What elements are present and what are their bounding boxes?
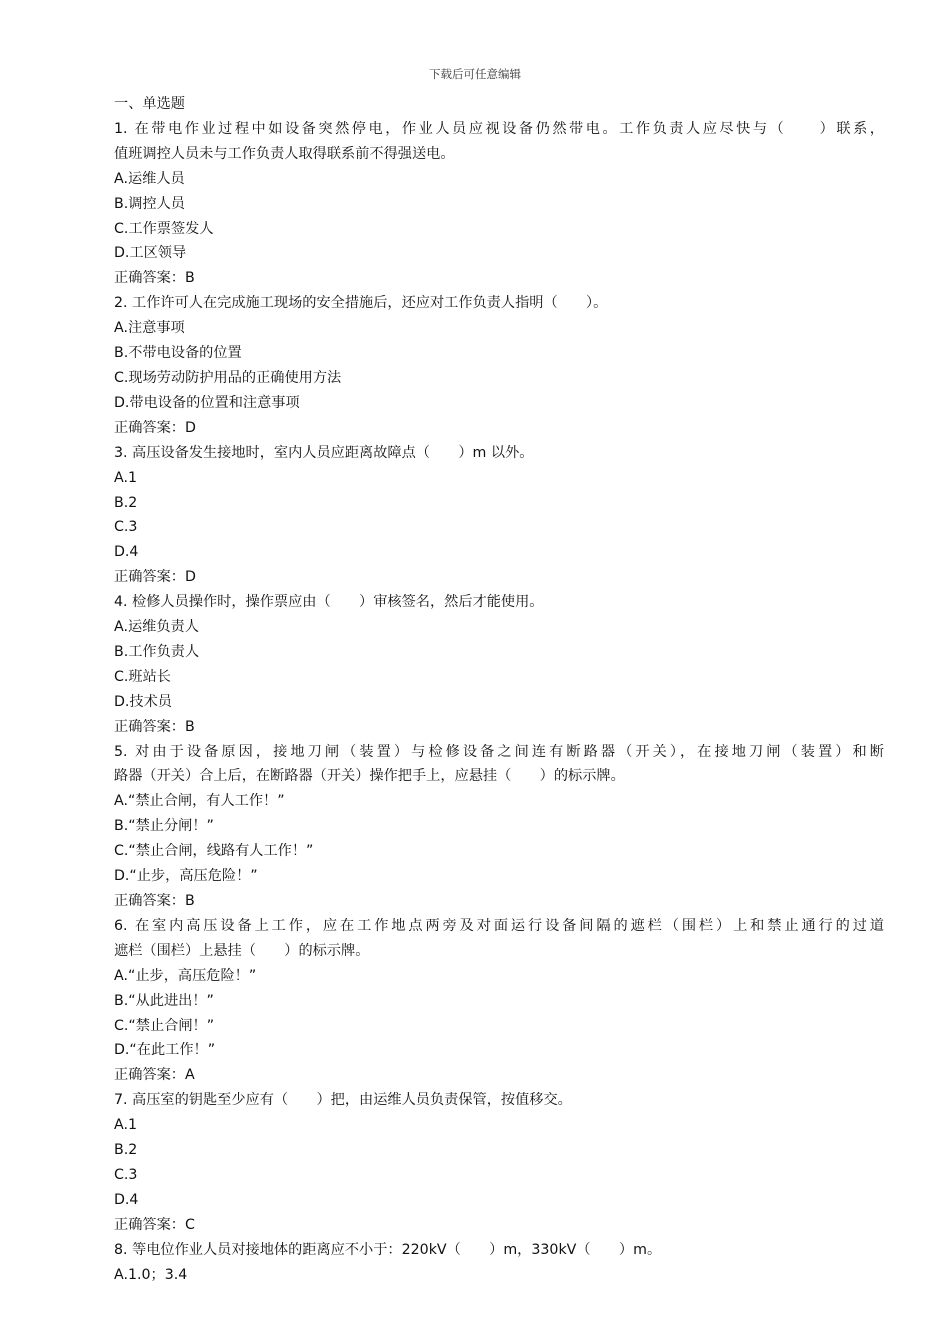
answer-option: D.4 [114, 1191, 139, 1208]
question-text: 5. 对由于设备原因，接地刀闸（装置）与检修设备之间连有断路器（开关），在接地刀闸（装置）和断 [114, 743, 884, 760]
answer-option: A.注意事项 [114, 320, 185, 337]
correct-answer-value: B [184, 718, 195, 735]
answer-option: B.“禁止分闸！” [114, 818, 214, 835]
answer-option: D.4 [114, 544, 139, 561]
answer-option: D.带电设备的位置和注意事项 [114, 394, 300, 411]
answer-option: C.3 [114, 519, 138, 536]
correct-answer-value: D [184, 419, 196, 436]
question-text: 遮栏（围栏）上悬挂（ ）的标示牌。 [114, 942, 370, 959]
correct-answer-value: B [184, 270, 195, 287]
answer-option: C.3 [114, 1166, 138, 1183]
correct-answer-label: 正确答案： [114, 718, 185, 735]
question-block [114, 117, 884, 291]
answer-option: B.2 [114, 1142, 138, 1159]
question-block [114, 291, 884, 440]
answer-option: D.“在此工作！” [114, 1042, 216, 1059]
correct-answer-value: D [184, 569, 196, 586]
answer-option: D.“止步，高压危险！” [114, 868, 258, 885]
answer-option: B.2 [114, 494, 138, 511]
question-block [114, 441, 884, 590]
question-text: 2. 工作许可人在完成施工现场的安全措施后，还应对工作负责人指明（ ）。 [114, 295, 608, 312]
question-block [114, 590, 884, 739]
answer-option: A.“止步，高压危险！” [114, 967, 257, 984]
answer-option: A.运维人员 [114, 170, 185, 187]
question-text: 3. 高压设备发生接地时，室内人员应距离故障点（ ）m 以外。 [114, 444, 534, 461]
correct-answer-label: 正确答案： [114, 569, 185, 586]
question-block [114, 1088, 884, 1237]
answer-option: C.工作票签发人 [114, 220, 214, 237]
correct-answer [114, 1063, 884, 1088]
answer-option: B.工作负责人 [114, 643, 200, 660]
answer-option: D.技术员 [114, 693, 172, 710]
correct-answer-label: 正确答案： [114, 419, 185, 436]
correct-answer [114, 889, 884, 914]
answer-option: C.“禁止合闸！” [114, 1017, 215, 1034]
answer-option: B.“从此进出！” [114, 992, 214, 1009]
answer-option: D.工区领导 [114, 245, 187, 262]
correct-answer [114, 715, 884, 740]
page-header: 下载后可任意编辑 [429, 67, 521, 81]
question-text: 7. 高压室的钥匙至少应有（ ）把，由运维人员负责保管，按值移交。 [114, 1092, 572, 1109]
question-block [114, 1238, 884, 1288]
question-block [114, 914, 884, 1088]
correct-answer-value: B [184, 893, 195, 909]
question-text: 路器（开关）合上后，在断路器（开关）操作把手上，应悬挂（ ）的标示牌。 [114, 768, 625, 785]
correct-answer [114, 416, 884, 441]
correct-answer-value: A [184, 1067, 195, 1084]
section-title: 一、单选题 [114, 96, 185, 112]
question-text: 值班调控人员未与工作负责人取得联系前不得强送电。 [114, 145, 455, 162]
correct-answer [114, 266, 884, 291]
answer-option: A.1 [114, 1117, 137, 1134]
question-block [114, 740, 884, 914]
answer-option: C.现场劳动防护用品的正确使用方法 [114, 369, 342, 386]
answer-option: C.班站长 [114, 668, 171, 685]
question-text: 4. 检修人员操作时，操作票应由（ ）审核签名，然后才能使用。 [114, 594, 544, 611]
answer-option: A.1 [114, 469, 137, 486]
answer-option: A.运维负责人 [114, 619, 199, 636]
answer-option: A.“禁止合闸，有人工作！” [114, 793, 285, 810]
answer-option: B.不带电设备的位置 [114, 345, 242, 362]
correct-answer-label: 正确答案： [114, 893, 185, 909]
question-list [114, 92, 884, 1288]
answer-option: A.1.0；3.4 [114, 1266, 188, 1283]
question-text: 1. 在带电作业过程中如设备突然停电，作业人员应视设备仍然带电。工作负责人应尽快与（ ）联系， [114, 120, 884, 137]
correct-answer-label: 正确答案： [114, 1067, 185, 1084]
correct-answer [114, 565, 884, 590]
answer-option: C.“禁止合闸，线路有人工作！” [114, 843, 314, 860]
correct-answer-label: 正确答案： [114, 270, 185, 287]
correct-answer-label: 正确答案： [114, 1216, 185, 1233]
question-text: 6. 在室内高压设备上工作，应在工作地点两旁及对面运行设备间隔的遮栏（围栏）上和禁止通行的过道 [114, 917, 884, 934]
question-text: 8. 等电位作业人员对接地体的距离应不小于：220kV（ ）m，330kV（ ）m。 [114, 1241, 662, 1258]
answer-option: B.调控人员 [114, 195, 185, 212]
correct-answer-value: C [184, 1216, 195, 1233]
correct-answer [114, 1213, 884, 1238]
